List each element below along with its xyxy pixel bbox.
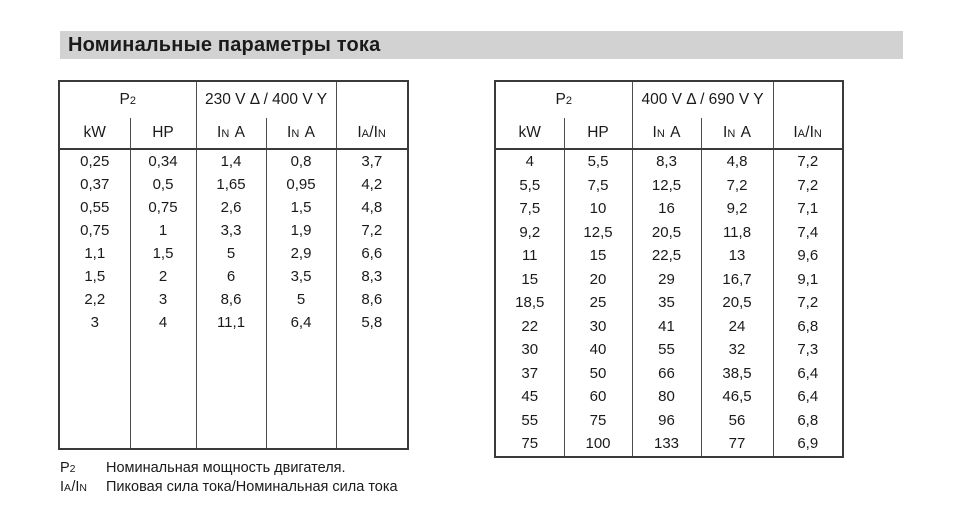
table-cell: 16 (632, 197, 701, 221)
footnote-term-ia-in: IA/IN (60, 479, 88, 495)
table-cell: 7,2 (797, 294, 819, 312)
table-row (59, 173, 408, 196)
table-cell: 0,5 (130, 173, 196, 196)
in-a-header-star: IN A (701, 118, 773, 149)
table-row (59, 311, 408, 334)
table-cell: 3 (59, 311, 130, 334)
table-cell: 56 (701, 409, 773, 433)
ia-in-header: IA/IN (773, 118, 843, 149)
nominal-table-230-400 (58, 80, 407, 450)
table-cell: 96 (632, 409, 701, 433)
table-cell: 4,8 (701, 149, 773, 174)
page-title-bar (60, 31, 903, 59)
table-cell: 8,3 (361, 268, 383, 285)
table-cell: 29 (632, 268, 701, 292)
table-cell: 1,65 (196, 173, 266, 196)
table-cell: 40 (564, 338, 632, 362)
table-cell: 0,34 (130, 149, 196, 173)
table-row (495, 149, 843, 174)
table-cell: 38,5 (701, 362, 773, 386)
kw-header: kW (495, 118, 564, 149)
data-table (494, 80, 844, 458)
table-cell: 8,3 (632, 149, 701, 174)
table-cell: 24 (701, 315, 773, 339)
table-cell: 6,8 (797, 411, 819, 429)
table-cell: 3 (130, 288, 196, 311)
table-cell: 11,1 (196, 311, 266, 334)
table-cell: 22,5 (632, 244, 701, 268)
empty-header-cell (773, 81, 843, 118)
table-cell: 1,1 (59, 242, 130, 265)
table-row (495, 315, 843, 339)
table-cell: 46,5 (701, 385, 773, 409)
table-cell: 6,4 (266, 311, 336, 334)
table-row (495, 409, 843, 433)
footnote-ia-in (60, 478, 398, 497)
table-cell: 7,5 (564, 174, 632, 198)
table-cell: 22 (495, 315, 564, 339)
table-cell: 30 (564, 315, 632, 339)
table-cell: 9,6 (797, 247, 819, 265)
footnote-term-p2: P2 (60, 460, 76, 476)
table-cell: 133 (632, 432, 701, 457)
table-cell: 6,8 (797, 317, 819, 335)
table-cell: 9,1 (797, 270, 819, 288)
table-cell: 45 (495, 385, 564, 409)
table-cell: 12,5 (564, 221, 632, 245)
table-cell: 3,7 (361, 153, 383, 170)
table-row (59, 149, 408, 173)
voltage-header: 230 V Δ / 400 V Y (196, 81, 336, 118)
footnote-desc: Пиковая сила тока/Номинальная сила тока (106, 479, 398, 495)
table-cell: 8,6 (196, 288, 266, 311)
table-body (495, 149, 843, 457)
table-cell: 35 (632, 291, 701, 315)
filler-row (59, 334, 408, 449)
table-cell: 80 (632, 385, 701, 409)
table-row (495, 338, 843, 362)
table-cell: 1,5 (266, 196, 336, 219)
table-row (495, 432, 843, 457)
table-cell: 0,25 (59, 149, 130, 173)
table-row (59, 288, 408, 311)
hp-header: HP (130, 118, 196, 149)
table-cell: 41 (632, 315, 701, 339)
table-row (59, 219, 408, 242)
table-cell: 0,95 (266, 173, 336, 196)
table-cell: 13 (701, 244, 773, 268)
table-cell: 1,9 (266, 219, 336, 242)
table-cell: 66 (632, 362, 701, 386)
nominal-table-400-690 (494, 80, 842, 458)
ia-in-header: IA/IN (336, 118, 408, 149)
in-a-header-delta: IN A (196, 118, 266, 149)
table-row (495, 197, 843, 221)
table-cell: 1,5 (130, 242, 196, 265)
table-cell: 3,5 (266, 265, 336, 288)
table-cell: 5,5 (564, 149, 632, 174)
table-cell: 20,5 (632, 221, 701, 245)
table-cell: 4 (495, 149, 564, 174)
table-filler (59, 334, 408, 449)
table-cell: 4,2 (361, 176, 383, 193)
table-cell: 9,2 (701, 197, 773, 221)
table-cell: 7,4 (797, 223, 819, 241)
table-cell: 37 (495, 362, 564, 386)
table-cell: 30 (495, 338, 564, 362)
table-cell: 11 (495, 244, 564, 268)
table-cell: 3,3 (196, 219, 266, 242)
table-cell: 55 (495, 409, 564, 433)
table-cell: 0,37 (59, 173, 130, 196)
table-cell: 0,75 (59, 219, 130, 242)
table-body (59, 149, 408, 334)
table-cell: 2 (130, 265, 196, 288)
table-cell: 75 (564, 409, 632, 433)
table-cell: 100 (564, 432, 632, 457)
table-cell: 4 (130, 311, 196, 334)
table-cell: 32 (701, 338, 773, 362)
table-cell: 9,2 (495, 221, 564, 245)
p2-group-header: P2 (59, 81, 196, 118)
table-cell: 7,3 (797, 341, 819, 359)
table-cell: 7,2 (361, 222, 383, 239)
table-cell: 20 (564, 268, 632, 292)
table-cell: 5,8 (361, 314, 383, 331)
table-cell: 11,8 (701, 221, 773, 245)
page-title: Номинальные параметры тока (68, 33, 381, 56)
table-cell: 7,2 (797, 176, 819, 194)
kw-header: kW (59, 118, 130, 149)
table-cell: 8,6 (361, 291, 383, 308)
footnotes (60, 459, 398, 497)
empty-header-cell (336, 81, 408, 118)
p2-group-header: P2 (495, 81, 632, 118)
table-cell: 60 (564, 385, 632, 409)
table-cell: 6 (196, 265, 266, 288)
in-a-header-star: IN A (266, 118, 336, 149)
table-cell: 16,7 (701, 268, 773, 292)
table-cell: 4,8 (361, 199, 383, 216)
table-row (495, 244, 843, 268)
header-row-groups (495, 81, 843, 118)
table-cell: 75 (495, 432, 564, 457)
footnote-desc: Номинальная мощность двигателя. (106, 460, 346, 476)
table-cell: 50 (564, 362, 632, 386)
table-row (495, 385, 843, 409)
header-row-groups (59, 81, 408, 118)
table-cell: 0,55 (59, 196, 130, 219)
table-cell: 5,5 (495, 174, 564, 198)
table-cell: 77 (701, 432, 773, 457)
table-cell: 7,2 (701, 174, 773, 198)
table-row (495, 362, 843, 386)
table-row (59, 265, 408, 288)
table-cell: 2,6 (196, 196, 266, 219)
header-row-units (495, 118, 843, 149)
table-cell: 0,75 (130, 196, 196, 219)
table-row (59, 242, 408, 265)
table-cell: 20,5 (701, 291, 773, 315)
table-cell: 2,9 (266, 242, 336, 265)
table-cell: 6,9 (797, 435, 819, 453)
table-cell: 1,5 (59, 265, 130, 288)
table-row (495, 291, 843, 315)
table-cell: 5 (266, 288, 336, 311)
table-cell: 6,4 (797, 364, 819, 382)
table-cell: 7,5 (495, 197, 564, 221)
table-row (495, 174, 843, 198)
voltage-header: 400 V Δ / 690 V Y (632, 81, 773, 118)
in-a-header-delta: IN A (632, 118, 701, 149)
table-cell: 1,4 (196, 149, 266, 173)
table-cell: 15 (564, 244, 632, 268)
table-cell: 55 (632, 338, 701, 362)
data-table (58, 80, 409, 450)
table-cell: 12,5 (632, 174, 701, 198)
header-row-units (59, 118, 408, 149)
table-cell: 2,2 (59, 288, 130, 311)
hp-header: HP (564, 118, 632, 149)
table-cell: 10 (564, 197, 632, 221)
table-cell: 7,1 (797, 200, 819, 218)
table-cell: 25 (564, 291, 632, 315)
table-row (59, 196, 408, 219)
table-cell: 6,6 (361, 245, 383, 262)
table-cell: 0,8 (266, 149, 336, 173)
table-cell: 1 (130, 219, 196, 242)
table-cell: 7,2 (797, 153, 819, 171)
table-row (495, 268, 843, 292)
table-cell: 15 (495, 268, 564, 292)
table-cell: 6,4 (797, 388, 819, 406)
table-row (495, 221, 843, 245)
table-cell: 5 (196, 242, 266, 265)
table-cell: 18,5 (495, 291, 564, 315)
footnote-p2 (60, 459, 398, 478)
